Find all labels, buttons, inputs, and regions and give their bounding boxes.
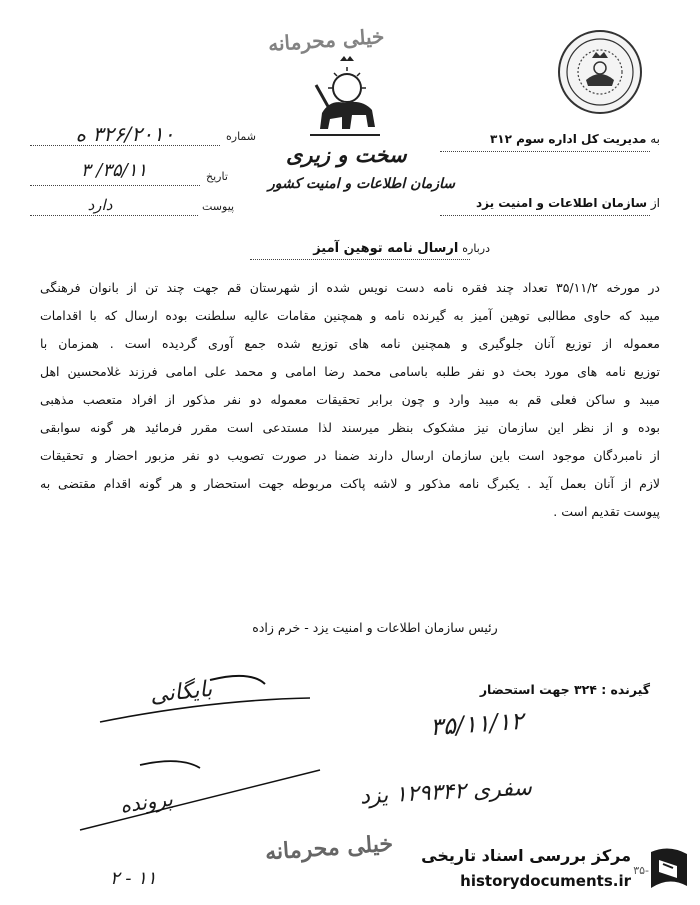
top-classification-stamp: خیلی محرمانه: [267, 23, 386, 57]
body-line-9: پیوست تقدیم است .: [553, 504, 660, 519]
subject-label: درباره: [462, 242, 490, 255]
watermark-title: مرکز بررسی اسناد تاریخی: [421, 846, 631, 865]
watermark-url: historydocuments.ir: [460, 872, 631, 890]
to-row: [440, 132, 660, 146]
to-dotline: [440, 150, 650, 152]
date-label: تاریخ: [206, 170, 228, 183]
date-value: ۳۵/۱۱/ ۳: [80, 160, 148, 181]
from-dotline: [440, 214, 650, 216]
from-label: از: [650, 196, 660, 210]
recipients-line: گیرنده : ۳۲۴ جهت استحضار: [479, 682, 650, 697]
lion-and-sun-emblem: [300, 55, 390, 140]
from-value: سازمان اطلاعات و امنیت یزد: [476, 196, 648, 210]
archive-watermark: [420, 842, 695, 900]
handwritten-note-1: بایگانی: [148, 676, 214, 709]
handwritten-date: ۳۵/۱۱/۱۲: [429, 706, 525, 742]
body-line-2: میبد که حاوی مطالبی توهین آمیز به گیرنده نامه و همچنین مقامات عالیه سلطنت بوده ارسال که با اقدامات: [40, 308, 660, 323]
to-value: مدیریت کل اداره سوم ۳۱۲: [489, 132, 647, 146]
subject-dotline: [250, 258, 470, 260]
date-dotline: [30, 184, 200, 186]
subject-row: [250, 240, 490, 256]
attachment-label: پیوست: [202, 200, 235, 213]
body-line-8: لازم از آنان بعمل آید . یکبرگ نامه مذکور و لاشه پاکت مربوطه جهت استحضار و هر گونه اقدام مقتضی به: [40, 476, 660, 491]
attachment-value: دارد: [87, 196, 113, 214]
classification-heading: سخت و زیری: [286, 142, 407, 167]
bottom-classification-stamp: خیلی محرمانه: [264, 830, 394, 866]
from-row: [440, 196, 660, 210]
watermark-code: ۳۵-: [633, 864, 649, 877]
handwritten-registry: سفری ۱۲۹۳۴۲ یزد: [359, 775, 533, 810]
subject-value: ارسال نامه توهین آمیز: [313, 241, 459, 256]
number-label: شماره: [226, 130, 257, 143]
organization-heading: سازمان اطلاعات و امنیت کشور: [268, 176, 455, 192]
handwritten-note-2: پرونده: [118, 786, 175, 818]
organization-seal: [556, 28, 644, 116]
body-line-6: بوده و از نظر این سازمان نیز مشکوک بنظر میرسند لذا مستدعی است مقرر فرمائید هر گونه سوابقی: [40, 420, 660, 435]
archive-logo-icon: [647, 846, 691, 894]
body-line-3: معموله از توزیع آنان جلوگیری و همچنین نامه های توزیع شده جمع آوری گردیده است . همزمان با: [40, 336, 660, 351]
number-value: ۳۲۶/۲۰۱۰ ه: [75, 122, 175, 146]
body-line-7: از نامبردگان موجود است باین سازمان ارسال دارند ضمنا در صورت تصویب دو نفر مزبور احضار و تحقیقات: [40, 448, 660, 463]
body-line-5: میبد و ساکن فعلی قم به میبد وارد و چون برابر تحقیقات معموله دو نفر مذکور از افراد متعصب مذهبی: [40, 392, 660, 407]
to-label: به: [650, 132, 660, 146]
handwritten-scribbles: [60, 660, 380, 860]
attachment-dotline: [30, 214, 198, 216]
body-line-1: در مورخه ۳۵/۱۱/۲ تعداد چند فقره نامه دست نویس شده از شهرستان قم جهت چند تن از بانوان فرهنگی: [40, 280, 660, 295]
signature-title: رئیس سازمان اطلاعات و امنیت یزد - خرم زاده: [252, 620, 498, 635]
handwritten-number: ۱۱ - ۲: [110, 868, 157, 889]
body-line-4: توزیع نامه های مورد بحث دو نفر طلبه باسامی محمد رضا امامی و محمد علی امامی فرزند غلامحسین اهل: [40, 364, 660, 379]
